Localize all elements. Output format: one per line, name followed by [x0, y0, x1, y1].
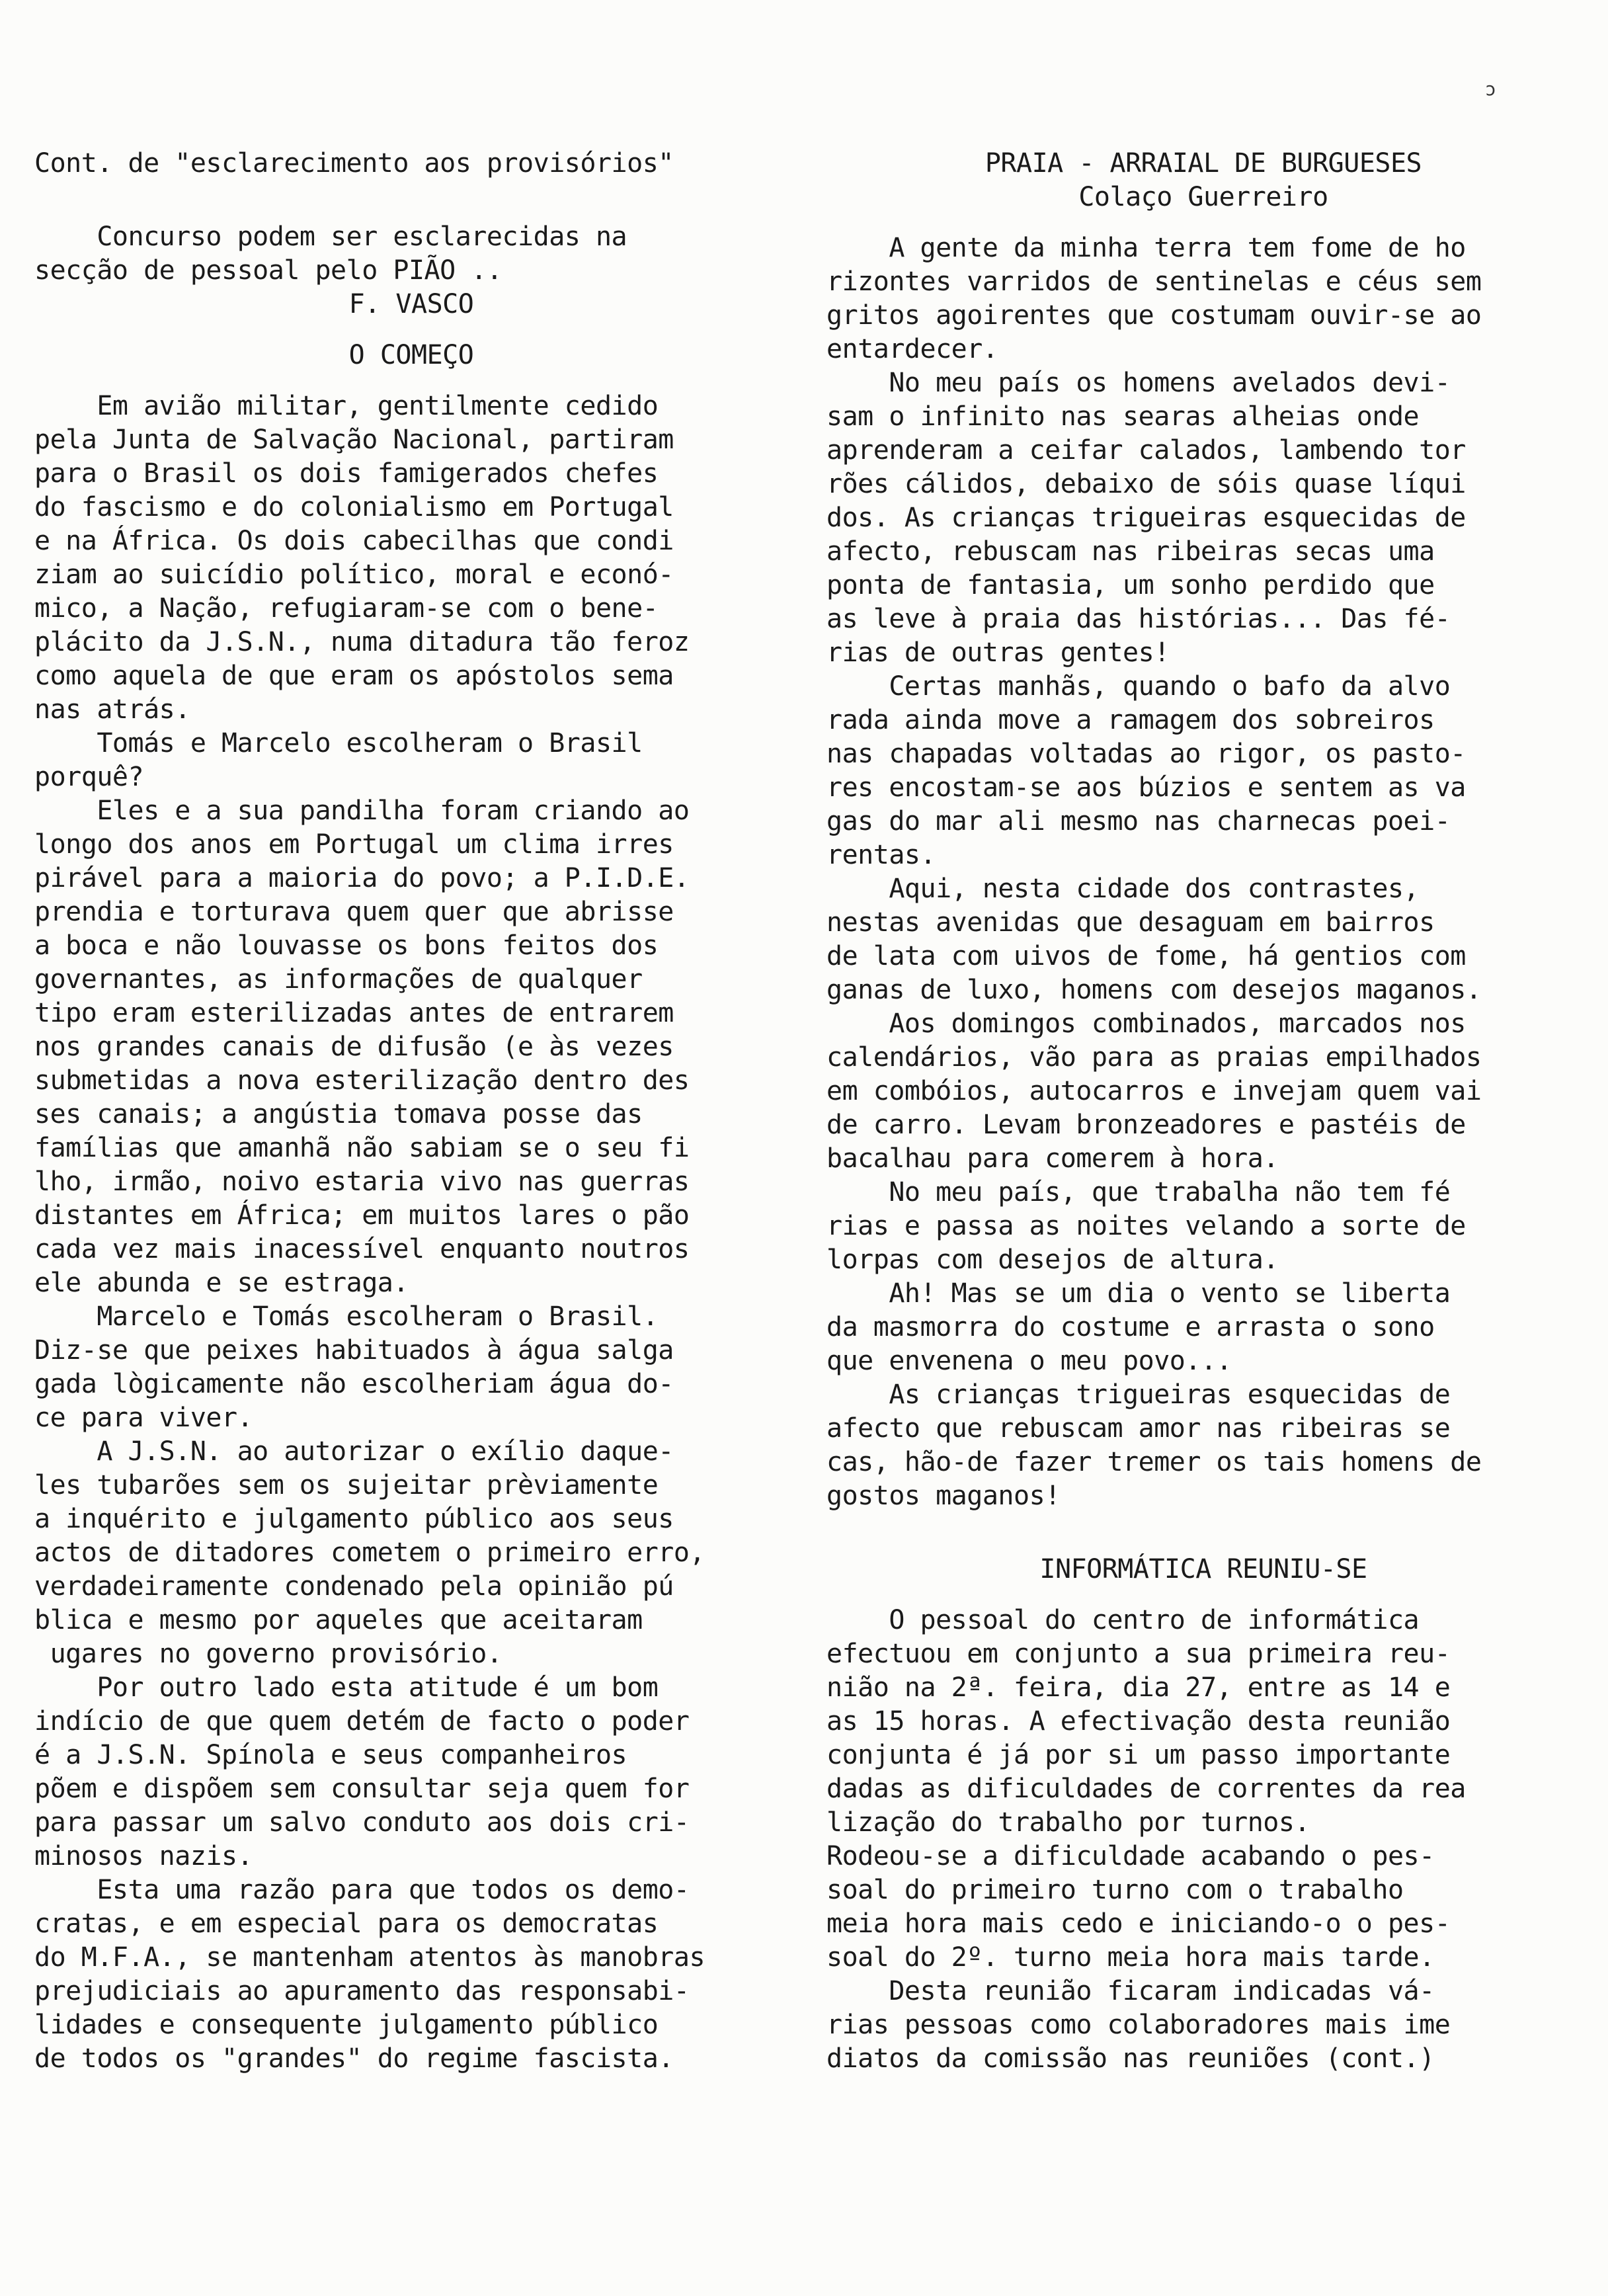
text-line: A gente da minha terra tem fome de ho [826, 233, 1466, 263]
text-line: cas, hão-de fazer tremer os tais homens de [826, 1447, 1482, 1477]
text-line: entardecer. [826, 334, 998, 364]
text-line: Ah! Mas se um dia o vento se liberta [826, 1278, 1451, 1309]
text-line: rias e passa as noites velando a sorte de [826, 1211, 1466, 1241]
text-line: as 15 horas. A efectivação desta reunião [826, 1706, 1451, 1737]
text-line: que envenena o meu povo... [826, 1346, 1232, 1376]
text-line: Marcelo e Tomás escolheram o Brasil. [34, 1301, 659, 1332]
text-line: a boca e não louvasse os bons feitos dos [34, 930, 659, 961]
text-line: Por outro lado esta atitude é um bom [34, 1672, 659, 1703]
text-line: aprenderam a ceifar calados, lambendo tor [826, 435, 1466, 466]
text-line: nião na 2ª. feira, dia 27, entre as 14 e [826, 1672, 1451, 1703]
text-line: sam o infinito nas searas alheias onde [826, 401, 1420, 432]
text-line: põem e dispõem sem consultar seja quem for [34, 1774, 690, 1804]
text-line: meia hora mais cedo e iniciando-o o pes- [826, 1908, 1451, 1939]
text-line: dos. As crianças trigueiras esquecidas de [826, 503, 1466, 533]
text-line: ce para viver. [34, 1403, 253, 1433]
corner-mark: ɔ [1485, 78, 1496, 100]
text-line: soal do 2º. turno meia hora mais tarde. [826, 1942, 1435, 1973]
text-line: actos de ditadores cometem o primeiro erro, [34, 1538, 705, 1568]
text-line: Eles e a sua pandilha foram criando ao [34, 796, 690, 826]
text-line: rentas. [826, 840, 936, 870]
text-line: prendia e torturava quem quer que abrisse [34, 897, 674, 927]
text-line: do fascismo e do colonialismo em Portugal [34, 492, 674, 522]
text-line: Diz-se que peixes habituados à água salga [34, 1335, 674, 1366]
text-line: afecto que rebuscam amor nas ribeiras se [826, 1413, 1451, 1444]
text-line: as leve à praia das histórias... Das fé- [826, 604, 1451, 634]
text-line: de carro. Levam bronzeadores e pastéis de [826, 1110, 1466, 1140]
concurso-paragraph [34, 220, 788, 288]
text-line: bacalhau para comerem à hora. [826, 1143, 1279, 1174]
text-line: do M.F.A., se mantenham atentos às manobras [34, 1942, 705, 1973]
text-line: prejudiciais ao apuramento das responsabi- [34, 1976, 690, 2006]
text-line: dadas as dificuldades de correntes da rea [826, 1774, 1466, 1804]
text-line: ugares no governo provisório. [34, 1639, 502, 1669]
text-line: No meu país, que trabalha não tem fé [826, 1177, 1451, 1208]
text-line: nos grandes canais de difusão (e às vezes [34, 1032, 674, 1062]
text-line: Rodeou-se a dificuldade acabando o pes- [826, 1841, 1435, 1871]
text-line: tipo eram esterilizadas antes de entrarem [34, 998, 674, 1028]
text-line: rada ainda move a ramagem dos sobreiros [826, 705, 1435, 735]
text-line: No meu país os homens avelados devi- [826, 368, 1451, 398]
text-line: blica e mesmo por aqueles que aceitaram [34, 1605, 643, 1635]
text-line: porquê? [34, 762, 144, 792]
text-line: res encostam-se aos búzios e sentem as va [826, 772, 1466, 803]
text-line: Aos domingos combinados, marcados nos [826, 1008, 1466, 1039]
praia-article [826, 231, 1580, 1513]
text-line: As crianças trigueiras esquecidas de [826, 1379, 1451, 1410]
text-line: da masmorra do costume e arrasta o sono [826, 1312, 1435, 1342]
text-line: ziam ao suicídio político, moral e econó- [34, 559, 674, 590]
text-line: nestas avenidas que desaguam em bairros [826, 907, 1435, 938]
text-line: de lata com uivos de fome, há gentios com [826, 941, 1466, 971]
text-line: gritos agoirentes que costumam ouvir-se ao [826, 300, 1482, 331]
text-line: Em avião militar, gentilmente cedido [34, 391, 659, 421]
info-title: INFORMÁTICA REUNIU-SE [1039, 1554, 1367, 1584]
text-line: a inquérito e julgamento público aos seus [34, 1504, 674, 1534]
text-line: nas chapadas voltadas ao rigor, os pasto- [826, 739, 1466, 769]
text-line: lho, irmão, noivo estaria vivo nas guerras [34, 1167, 690, 1197]
text-line: submetidas a nova esterilização dentro des [34, 1065, 690, 1096]
text-line: gada lògicamente não escolheriam água do- [34, 1369, 674, 1399]
text-line: conjunta é já por si um passo importante [826, 1740, 1451, 1770]
text-line: ponta de fantasia, um sonho perdido que [826, 570, 1435, 600]
text-line: efectuou em conjunto a sua primeira reu- [826, 1639, 1451, 1669]
text-line: é a J.S.N. Spínola e seus companheiros [34, 1740, 627, 1770]
text-line: verdadeiramente condenado pela opinião pú [34, 1571, 674, 1602]
text-line: lização do trabalho por turnos. [826, 1807, 1310, 1838]
info-article [826, 1604, 1580, 2076]
text-line: cratas, e em especial para os democratas [34, 1908, 659, 1939]
text-line: longo dos anos em Portugal um clima irres [34, 829, 674, 860]
text-line: minosos nazis. [34, 1841, 253, 1871]
text-line: lorpas com desejos de altura. [826, 1245, 1279, 1275]
text-line: e na África. Os dois cabecilhas que condi [34, 526, 674, 556]
text-line: em combóios, autocarros e invejam quem vai [826, 1076, 1482, 1106]
praia-title: PRAIA - ARRAIAL DE BURGUESES [985, 148, 1422, 179]
text-line: Certas manhãs, quando o bafo da alvo [826, 671, 1451, 702]
text-line: governantes, as informações de qualquer [34, 964, 643, 995]
text-line: rias pessoas como colaboradores mais ime [826, 2010, 1451, 2040]
text-line: cada vez mais inacessível enquanto noutros [34, 1234, 690, 1264]
text-line: plácito da J.S.N., numa ditadura tão feroz [34, 627, 690, 657]
concurso-signature: F. VASCO [348, 289, 474, 319]
text-line: afecto, rebuscam nas ribeiras secas uma [826, 536, 1435, 567]
text-line: ses canais; a angústia tomava posse das [34, 1099, 643, 1129]
comeco-title: O COMEÇO [348, 340, 474, 370]
text-line: rizontes varridos de sentinelas e céus sem [826, 266, 1482, 297]
text-line: ganas de luxo, homens com desejos maganos. [826, 975, 1482, 1005]
text-line: Desta reunião ficaram indicadas vá- [826, 1976, 1435, 2006]
text-line: les tubarões sem os sujeitar prèviamente [34, 1470, 659, 1500]
text-line: calendários, vão para as praias empilhados [826, 1042, 1482, 1073]
text-line: Aqui, nesta cidade dos contrastes, [826, 874, 1420, 904]
text-line: famílias que amanhã não sabiam se o seu fi [34, 1133, 690, 1163]
text-line: Concurso podem ser esclarecidas na [34, 222, 627, 252]
text-line: secção de pessoal pelo PIÃO .. [34, 255, 502, 286]
text-line: rias de outras gentes! [826, 637, 1170, 668]
text-line: soal do primeiro turno com o trabalho [826, 1875, 1404, 1905]
text-line: de todos os "grandes" do regime fascista. [34, 2043, 674, 2074]
text-line: distantes em África; em muitos lares o pão [34, 1200, 690, 1231]
text-line: para o Brasil os dois famigerados chefes [34, 458, 659, 489]
text-line: gostos maganos! [826, 1481, 1061, 1511]
text-line: pirável para a maioria do povo; a P.I.D.E. [34, 863, 690, 893]
praia-author: Colaço Guerreiro [1078, 182, 1328, 212]
comeco-article [34, 390, 788, 2076]
text-line: A J.S.N. ao autorizar o exílio daque- [34, 1436, 674, 1467]
text-line: ele abunda e se estraga. [34, 1268, 409, 1298]
text-line: gas do mar ali mesmo nas charnecas poei- [826, 806, 1451, 837]
text-line: rões cálidos, debaixo de sóis quase líqui [826, 469, 1466, 499]
text-line: diatos da comissão nas reuniões (cont.) [826, 2043, 1435, 2074]
text-line: Esta uma razão para que todos os demo- [34, 1875, 690, 1905]
text-line: lidades e consequente julgamento público [34, 2010, 659, 2040]
text-line: como aquela de que eram os apóstolos sema [34, 661, 674, 691]
text-line: O pessoal do centro de informática [826, 1605, 1420, 1635]
text-line: nas atrás. [34, 694, 190, 725]
left-column [34, 147, 788, 2076]
text-line: pela Junta de Salvação Nacional, partiram [34, 425, 674, 455]
continuation-header: Cont. de "esclarecimento aos provisórios" [34, 148, 674, 179]
text-line: Tomás e Marcelo escolheram o Brasil [34, 728, 643, 758]
right-column [826, 147, 1580, 2076]
text-line: para passar um salvo conduto aos dois cri- [34, 1807, 690, 1838]
text-line: mico, a Nação, refugiaram-se com o bene- [34, 593, 659, 624]
text-line: indício de que quem detém de facto o poder [34, 1706, 690, 1737]
